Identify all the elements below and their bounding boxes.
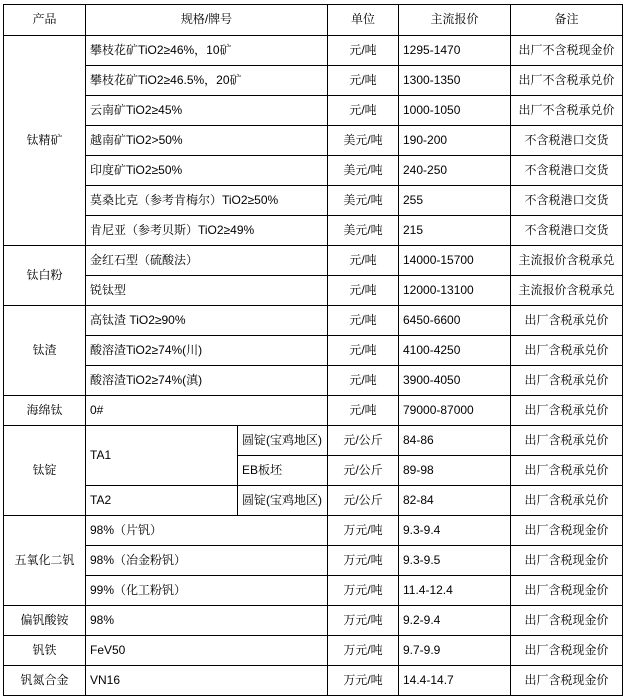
unit-cell: 元/公斤	[328, 456, 399, 486]
spec-sub-cell: EB板坯	[238, 456, 328, 486]
note-cell: 出厂含税承兑价	[511, 456, 623, 486]
header-cell-spec: 规格/牌号	[86, 5, 328, 36]
note-cell: 出厂含税承兑价	[511, 426, 623, 456]
price-cell: 1000-1050	[399, 96, 511, 126]
table-row	[4, 396, 623, 426]
product-category-cell: 偏钒酸铵	[4, 606, 86, 636]
unit-cell: 元/公斤	[328, 486, 399, 516]
table-row	[4, 516, 623, 546]
price-cell: 190-200	[399, 126, 511, 156]
spec-cell: FeV50	[86, 636, 328, 666]
spec-cell: 98%（冶金粉钒）	[86, 546, 328, 576]
unit-cell: 元/吨	[328, 276, 399, 306]
note-cell: 出厂含税现金价	[511, 666, 623, 696]
unit-cell: 元/吨	[328, 96, 399, 126]
product-category-cell: 钛渣	[4, 306, 86, 396]
note-cell: 出厂含税现金价	[511, 576, 623, 606]
note-cell: 出厂含税承兑价	[511, 336, 623, 366]
spec-cell: TA2	[86, 486, 238, 516]
spec-cell: 98%（片钒）	[86, 516, 328, 546]
note-cell: 主流报价含税承兑	[511, 246, 623, 276]
unit-cell: 美元/吨	[328, 156, 399, 186]
spec-cell: TA1	[86, 426, 238, 486]
note-cell: 出厂含税承兑价	[511, 306, 623, 336]
spec-cell: 印度矿TiO2≥50%	[86, 156, 328, 186]
header-cell-product: 产品	[4, 5, 86, 36]
table-row	[4, 366, 623, 396]
spec-cell: 99%（化工粉钒）	[86, 576, 328, 606]
table-row	[4, 156, 623, 186]
product-category-cell: 钛白粉	[4, 246, 86, 306]
table-row	[4, 546, 623, 576]
table-body	[4, 5, 623, 696]
table-row	[4, 576, 623, 606]
price-cell: 9.2-9.4	[399, 606, 511, 636]
note-cell: 主流报价含税承兑	[511, 276, 623, 306]
note-cell: 出厂含税现金价	[511, 516, 623, 546]
product-category-cell: 钛锭	[4, 426, 86, 516]
price-cell: 11.4-12.4	[399, 576, 511, 606]
unit-cell: 元/吨	[328, 36, 399, 66]
unit-cell: 美元/吨	[328, 216, 399, 246]
unit-cell: 万元/吨	[328, 516, 399, 546]
spec-cell: 云南矿TiO2≥45%	[86, 96, 328, 126]
note-cell: 出厂含税现金价	[511, 546, 623, 576]
note-cell: 出厂不含税现金价	[511, 36, 623, 66]
price-cell: 12000-13100	[399, 276, 511, 306]
spec-sub-cell: 圆锭(宝鸡地区)	[238, 426, 328, 456]
table-row	[4, 246, 623, 276]
note-cell: 不含税港口交货	[511, 216, 623, 246]
table-row	[4, 96, 623, 126]
unit-cell: 元/吨	[328, 396, 399, 426]
spec-cell: 酸溶渣TiO2≥74%(滇)	[86, 366, 328, 396]
price-cell: 9.3-9.4	[399, 516, 511, 546]
note-cell: 出厂不含税承兑价	[511, 96, 623, 126]
table-row	[4, 66, 623, 96]
price-cell: 82-84	[399, 486, 511, 516]
product-category-cell: 五氧化二钒	[4, 516, 86, 606]
price-cell: 240-250	[399, 156, 511, 186]
unit-cell: 万元/吨	[328, 606, 399, 636]
product-category-cell: 钒铁	[4, 636, 86, 666]
table-row	[4, 36, 623, 66]
price-cell: 9.7-9.9	[399, 636, 511, 666]
table-row	[4, 126, 623, 156]
note-cell: 出厂含税现金价	[511, 606, 623, 636]
spec-cell: 酸溶渣TiO2≥74%(川)	[86, 336, 328, 366]
price-cell: 79000-87000	[399, 396, 511, 426]
spec-cell: 98%	[86, 606, 328, 636]
price-cell: 9.3-9.5	[399, 546, 511, 576]
unit-cell: 元/吨	[328, 66, 399, 96]
header-cell-unit: 单位	[328, 5, 399, 36]
table-row	[4, 336, 623, 366]
note-cell: 出厂不含税承兑价	[511, 66, 623, 96]
price-table	[3, 4, 623, 696]
product-category-cell: 钒氮合金	[4, 666, 86, 696]
price-cell: 4100-4250	[399, 336, 511, 366]
unit-cell: 元/吨	[328, 246, 399, 276]
unit-cell: 万元/吨	[328, 576, 399, 606]
price-cell: 84-86	[399, 426, 511, 456]
unit-cell: 万元/吨	[328, 546, 399, 576]
spec-cell: 锐钛型	[86, 276, 328, 306]
unit-cell: 元/吨	[328, 306, 399, 336]
unit-cell: 美元/吨	[328, 126, 399, 156]
note-cell: 不含税港口交货	[511, 186, 623, 216]
price-cell: 215	[399, 216, 511, 246]
spec-cell: VN16	[86, 666, 328, 696]
price-cell: 14000-15700	[399, 246, 511, 276]
price-cell: 1300-1350	[399, 66, 511, 96]
unit-cell: 元/吨	[328, 366, 399, 396]
spec-cell: 攀枝花矿TiO2≥46%，10矿	[86, 36, 328, 66]
spec-cell: 攀枝花矿TiO2≥46.5%，20矿	[86, 66, 328, 96]
spec-cell: 莫桑比克（参考肯梅尔）TiO2≥50%	[86, 186, 328, 216]
table-row	[4, 216, 623, 246]
note-cell: 出厂含税现金价	[511, 636, 623, 666]
table-row	[4, 186, 623, 216]
note-cell: 出厂含税承兑价	[511, 396, 623, 426]
table-row	[4, 276, 623, 306]
table-header-row	[4, 5, 623, 36]
price-cell: 1295-1470	[399, 36, 511, 66]
header-cell-note: 备注	[511, 5, 623, 36]
spec-sub-cell: 圆锭(宝鸡地区)	[238, 486, 328, 516]
unit-cell: 元/公斤	[328, 426, 399, 456]
price-cell: 6450-6600	[399, 306, 511, 336]
table-row	[4, 636, 623, 666]
spec-cell: 肯尼亚（参考贝斯）TiO2≥49%	[86, 216, 328, 246]
spec-cell: 0#	[86, 396, 328, 426]
unit-cell: 美元/吨	[328, 186, 399, 216]
note-cell: 出厂含税承兑价	[511, 366, 623, 396]
price-cell: 14.4-14.7	[399, 666, 511, 696]
table-row	[4, 306, 623, 336]
spec-cell: 越南矿TiO2>50%	[86, 126, 328, 156]
price-cell: 3900-4050	[399, 366, 511, 396]
table-row	[4, 426, 623, 456]
table-row	[4, 606, 623, 636]
product-category-cell: 钛精矿	[4, 36, 86, 246]
price-cell: 89-98	[399, 456, 511, 486]
unit-cell: 万元/吨	[328, 636, 399, 666]
header-cell-price: 主流报价	[399, 5, 511, 36]
note-cell: 不含税港口交货	[511, 126, 623, 156]
unit-cell: 万元/吨	[328, 666, 399, 696]
spec-cell: 金红石型（硫酸法）	[86, 246, 328, 276]
unit-cell: 元/吨	[328, 336, 399, 366]
note-cell: 不含税港口交货	[511, 156, 623, 186]
note-cell: 出厂含税承兑价	[511, 486, 623, 516]
product-category-cell: 海绵钛	[4, 396, 86, 426]
table-row	[4, 486, 623, 516]
table-row	[4, 666, 623, 696]
price-cell: 255	[399, 186, 511, 216]
spec-cell: 高钛渣 TiO2≥90%	[86, 306, 328, 336]
